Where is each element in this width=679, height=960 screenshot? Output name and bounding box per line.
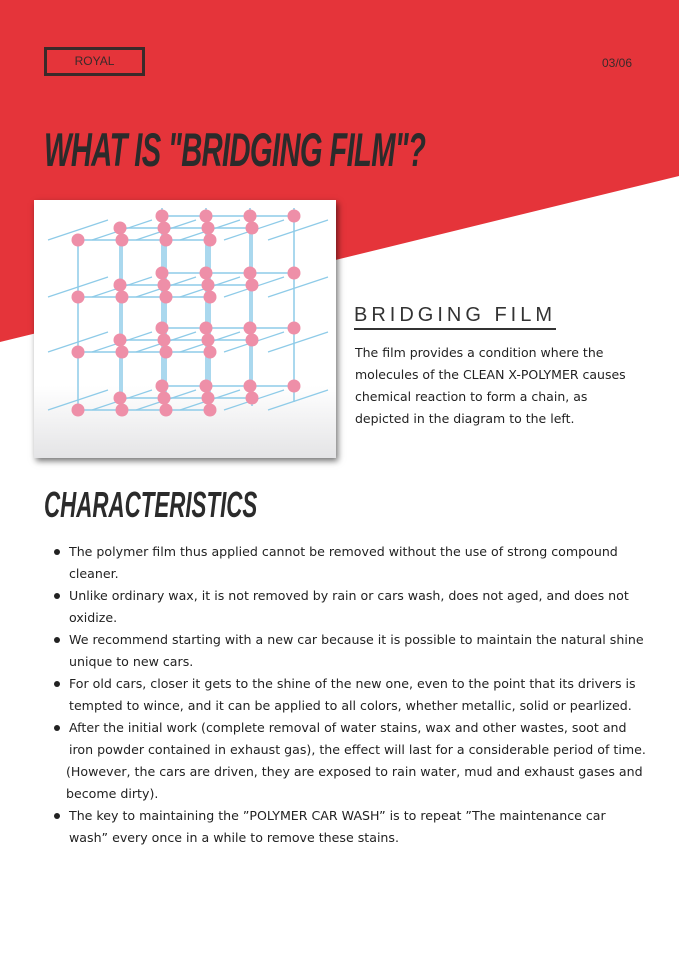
list-item: For old cars, closer it gets to the shine of the new one, even to the point that its drivers is tempted to wince, and it can be applied to all colors, whether metallic, solid or pearlized. bbox=[46, 673, 646, 717]
characteristics-heading: CHARACTERISTICS bbox=[44, 484, 258, 525]
list-item: Unlike ordinary wax, it is not removed by rain or cars wash, does not aged, and does not oxidize. bbox=[46, 585, 646, 629]
lattice-diagram bbox=[34, 200, 336, 458]
page-number: 03/06 bbox=[602, 56, 633, 70]
list-item: We recommend starting with a new car because it is possible to maintain the natural shine unique to new cars. bbox=[46, 629, 646, 673]
list-item: The polymer film thus applied cannot be removed without the use of strong compound cleaner. bbox=[46, 541, 646, 585]
bridging-film-description: The film provides a condition where the molecules of the CLEAN X-POLYMER causes chemical reaction to form a chain, as depicted in the diagram to the left. bbox=[355, 345, 626, 426]
list-item: After the initial work (complete removal of water stains, wax and other wastes, soot and iron powder contained in exhaust gas), the effect will last for a considerable period of time. bbox=[46, 717, 646, 761]
characteristics-list bbox=[46, 541, 646, 849]
brand-label: ROYAL bbox=[44, 47, 145, 76]
bridging-film-heading: BRIDGING FILM bbox=[354, 304, 556, 330]
note: (However, the cars are driven, they are exposed to rain water, mud and exhaust gases and become dirty). bbox=[66, 764, 643, 801]
list-item: The key to maintaining the ”POLYMER CAR WASH” is to repeat ”The maintenance car wash” every once in a while to remove these stains. bbox=[46, 805, 646, 849]
page-title: WHAT IS "BRIDGING FILM"? bbox=[44, 123, 426, 176]
